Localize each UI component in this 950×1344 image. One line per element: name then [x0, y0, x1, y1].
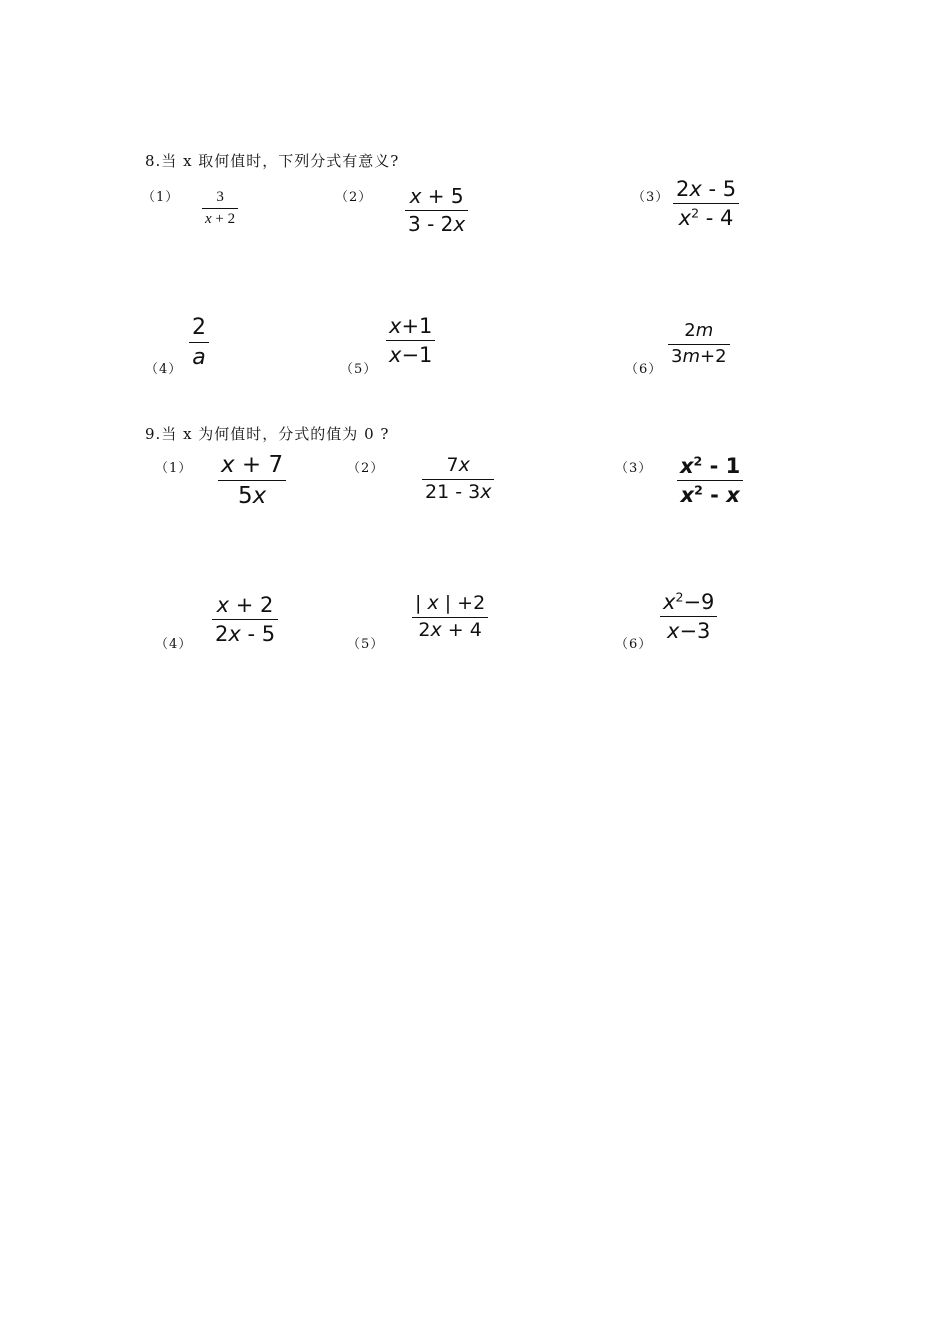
q9-item1-fraction — [218, 452, 286, 510]
denominator: 5x — [237, 483, 267, 510]
numerator: 2m — [684, 320, 714, 341]
q9-item5-label: （5） — [347, 637, 385, 652]
q8-item5-label: （5） — [340, 362, 378, 377]
q8-item1-label: （1） — [142, 190, 180, 205]
q8-item2-fraction — [405, 185, 468, 236]
numerator: 3 — [216, 189, 224, 205]
denominator: $x^2$ - x — [680, 482, 740, 508]
q8-item4-fraction — [189, 315, 209, 371]
q9-item2-label: （2） — [347, 461, 385, 476]
fraction-bar — [405, 210, 468, 211]
numerator: $x^2 - 1$ — [680, 453, 741, 478]
denominator: $x^2 - 4$ — [678, 205, 734, 231]
q8-item3-fraction — [673, 177, 739, 230]
fraction-bar — [668, 344, 730, 345]
numerator: 2x - 5 — [676, 177, 737, 201]
q9-item6-label: （6） — [615, 637, 653, 652]
q8-item1-fraction — [202, 189, 238, 229]
denominator: 3 - 2x — [408, 212, 466, 236]
fraction-bar — [412, 617, 488, 618]
q9-item1-label: （1） — [155, 461, 193, 476]
numerator: 2 — [192, 315, 206, 340]
q9-item3-label: （3） — [615, 461, 653, 476]
q9-item4-fraction — [212, 593, 278, 646]
denominator: 2x - 5 — [215, 622, 276, 647]
denominator: x−3 — [667, 619, 711, 644]
fraction-bar — [677, 480, 743, 481]
numerator: 7x — [446, 454, 470, 476]
q9-item5-fraction — [412, 593, 488, 642]
q8-item6-label: （6） — [625, 362, 663, 377]
fraction-bar — [212, 619, 278, 620]
denominator: 3m+2 — [671, 345, 727, 367]
numerator: x + 2 — [216, 593, 274, 617]
q9-item6-fraction — [660, 590, 717, 643]
fraction-bar — [202, 208, 238, 209]
q9-item2-fraction — [422, 455, 494, 504]
q9-item4-label: （4） — [155, 637, 193, 652]
denominator: 21 - 3x — [425, 480, 492, 503]
numerator: $x^2-9$ — [663, 589, 715, 614]
q8-item2-label: （2） — [335, 190, 373, 205]
fraction-bar — [218, 480, 286, 481]
q8-item4-label: （4） — [145, 362, 183, 377]
denominator: 2x + 4 — [418, 618, 482, 641]
fraction-bar — [673, 203, 739, 204]
fraction-bar — [422, 479, 494, 480]
numerator: x + 7 — [221, 452, 284, 478]
numerator: x+1 — [389, 314, 433, 338]
fraction-bar — [189, 342, 209, 343]
q9-item3-fraction — [677, 454, 743, 507]
q8-item3-label: （3） — [632, 190, 670, 205]
numerator: | x | +2 — [415, 592, 486, 614]
denominator: x−1 — [389, 343, 433, 368]
q8-title: 8.当 x 取何值时，下列分式有意义? — [145, 152, 400, 170]
denominator: x + 2 — [205, 211, 236, 228]
fraction-bar — [386, 340, 435, 341]
q8-item5-fraction — [386, 314, 435, 367]
numerator: x + 5 — [409, 184, 464, 208]
q9-title: 9.当 x 为何值时，分式的值为 0 ? — [145, 425, 390, 443]
fraction-bar — [660, 616, 717, 617]
q8-item6-fraction — [668, 321, 730, 367]
denominator: a — [192, 345, 206, 371]
